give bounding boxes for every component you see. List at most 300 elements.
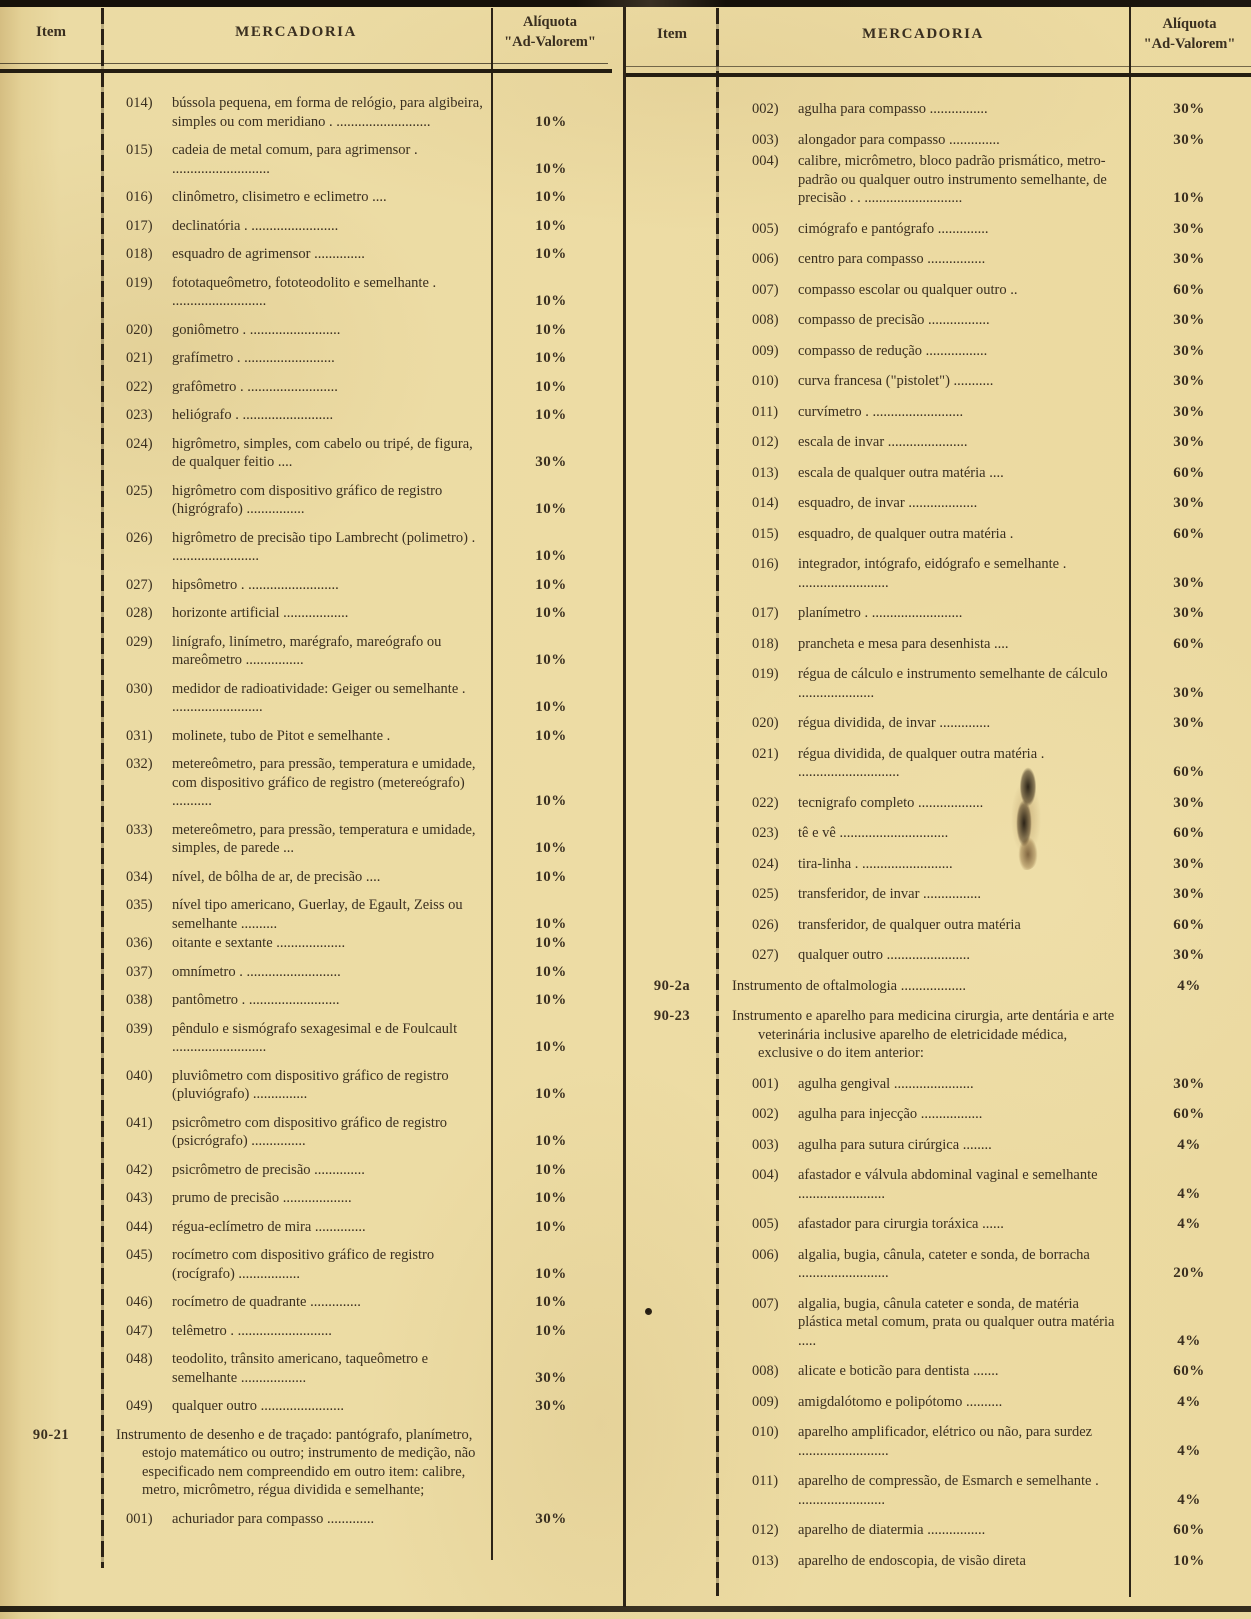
mercadoria-cell xyxy=(102,245,492,264)
aliquota-line1: Alíquota xyxy=(1162,16,1217,32)
rate-value: 10% xyxy=(535,963,567,980)
page-top-edge xyxy=(0,0,1251,7)
subitem-number: 024) xyxy=(126,435,153,452)
rate-value: 30% xyxy=(1173,342,1205,359)
right-header-rule xyxy=(626,73,1251,77)
mercadoria-cell xyxy=(718,494,1127,513)
subitem-number: 025) xyxy=(126,482,153,499)
table-row xyxy=(0,633,610,670)
subitem-number: 030) xyxy=(126,680,153,697)
mercadoria-text: tecnigrafo completo .................. xyxy=(798,794,984,811)
rate-value: 30% xyxy=(1173,1075,1205,1092)
rate-value: 60% xyxy=(1173,1106,1205,1122)
table-row xyxy=(0,406,610,425)
mercadoria-text: afastador e válvula abdominal vaginal e semelhante ........................ xyxy=(798,1167,1098,1202)
table-row xyxy=(0,963,610,982)
table-row xyxy=(626,855,1251,874)
table-row xyxy=(0,1397,610,1416)
table-row xyxy=(626,525,1251,544)
subitem-number: 045) xyxy=(126,1247,153,1263)
table-row xyxy=(0,868,610,887)
subitem-number: 010) xyxy=(752,1424,779,1440)
subitem-number: 037) xyxy=(126,963,153,980)
rate-value: 30% xyxy=(535,454,567,470)
mercadoria-cell xyxy=(102,868,492,887)
mercadoria-text: aparelho de compressão, de Esmarch e semelhante . ........................ xyxy=(798,1473,1099,1508)
rate-value: 10% xyxy=(535,576,567,593)
table-row xyxy=(626,494,1251,513)
mercadoria-cell xyxy=(718,1472,1127,1509)
rate-value: 60% xyxy=(1173,464,1205,481)
rate-value: 10% xyxy=(535,217,567,234)
mercadoria-cell xyxy=(102,321,492,340)
rate-value: 60% xyxy=(1173,1522,1205,1538)
rate-value: 30% xyxy=(1173,855,1205,872)
mercadoria-text: grafômetro . ......................... xyxy=(172,378,338,395)
mercadoria-text: pluviômetro com dispositivo gráfico de registro (pluviógrafo) ............... xyxy=(172,1067,449,1102)
table-row xyxy=(626,946,1251,965)
subitem-number: 023) xyxy=(126,407,153,423)
mercadoria-cell xyxy=(102,1161,492,1180)
mercadoria-cell xyxy=(718,342,1127,361)
mercadoria-text: transferidor, de invar ................ xyxy=(798,886,982,902)
subitem-number: 005) xyxy=(752,1216,779,1232)
subitem-number: 047) xyxy=(126,1322,153,1339)
table-row xyxy=(0,141,610,178)
mercadoria-cell xyxy=(718,311,1127,330)
mercadoria-text: alicate e boticão para dentista ....... xyxy=(798,1363,999,1379)
mercadoria-text: algalia, bugia, cânula, cateter e sonda, de borracha ......................... xyxy=(798,1246,1090,1281)
subitem-number: 029) xyxy=(126,633,153,650)
mercadoria-cell xyxy=(102,406,492,425)
rate-value: 30% xyxy=(1173,373,1205,389)
subitem-number: 046) xyxy=(126,1294,153,1310)
table-row xyxy=(0,1350,610,1387)
mercadoria-text: algalia, bugia, cânula cateter e sonda, de matéria plástica metal comum, prata ou qualquer outra matéria ..... xyxy=(798,1295,1115,1349)
rate-value: 10% xyxy=(535,793,567,809)
mercadoria-text: centro para compasso ................ xyxy=(798,251,986,267)
mercadoria-cell xyxy=(718,281,1127,300)
table-row xyxy=(0,1293,610,1312)
mercadoria-text: bússola pequena, em forma de relógio, para algibeira, simples ou com meridiano . .......................... xyxy=(172,95,483,130)
table-row xyxy=(626,311,1251,330)
mercadoria-text: heliógrafo . ......................... xyxy=(172,407,334,423)
mercadoria-text: qualquer outro ....................... xyxy=(172,1398,344,1414)
subitem-number: 002) xyxy=(752,101,779,117)
ink-stain-artifact xyxy=(1006,766,1046,870)
left-table-header xyxy=(0,12,610,52)
mercadoria-text: Instrumento de desenho e de traçado: pantógrafo, planímetro, estojo matemático ou outro; instrumento de medição, não especificado nem compreendido em outro item: calibre, metro, micrômetro, régua dividida e semelhante; xyxy=(116,1426,476,1498)
mercadoria-text: medidor de radioatividade: Geiger ou semelhante . ......................... xyxy=(172,680,466,715)
mercadoria-text: integrador, intógrafo, eidógrafo e semelhante . ......................... xyxy=(798,556,1067,591)
mercadoria-cell xyxy=(718,250,1127,269)
mercadoria-text: agulha para sutura cirúrgica ........ xyxy=(798,1136,992,1153)
rate-value: 60% xyxy=(1173,764,1205,780)
subitem-number: 036) xyxy=(126,935,153,951)
aliquota-line1: Alíquota xyxy=(523,14,577,30)
mercadoria-text: higrômetro com dispositivo gráfico de registro (higrógrafo) ................ xyxy=(172,482,443,517)
rate-value: 30% xyxy=(535,1510,567,1527)
table-row xyxy=(626,635,1251,654)
rate-value: 10% xyxy=(535,1086,567,1102)
subitem-number: 022) xyxy=(752,794,779,811)
mercadoria-cell xyxy=(102,576,492,595)
mercadoria-text: nível tipo americano, Guerlay, de Egault, Zeiss ou semelhante .......... xyxy=(172,897,463,932)
rate-value: 10% xyxy=(535,840,567,856)
subitem-number: 039) xyxy=(126,1020,153,1037)
rate-value: 20% xyxy=(1173,1265,1205,1281)
mercadoria-cell xyxy=(102,217,492,236)
mercadoria-text: agulha para compasso ................ xyxy=(798,101,988,117)
subitem-number: 001) xyxy=(126,1510,153,1527)
mercadoria-cell xyxy=(718,855,1127,874)
right-table-header xyxy=(626,14,1251,54)
mercadoria-text: prumo de precisão ................... xyxy=(172,1190,352,1206)
mercadoria-text: agulha para injecção ................. xyxy=(798,1106,983,1122)
subitem-number: 044) xyxy=(126,1218,153,1235)
table-row xyxy=(626,665,1251,702)
rate-value: 4% xyxy=(1177,1491,1201,1508)
mercadoria-cell xyxy=(102,896,492,933)
subitem-number: 017) xyxy=(126,217,153,234)
table-row xyxy=(0,321,610,340)
mercadoria-text: metereômetro, para pressão, temperatura e umidade, simples, de parede ... xyxy=(172,821,476,856)
mercadoria-cell xyxy=(718,604,1127,623)
table-row xyxy=(0,245,610,264)
mercadoria-cell xyxy=(718,464,1127,483)
rate-value: 30% xyxy=(1173,131,1205,148)
mercadoria-cell xyxy=(718,824,1127,843)
table-row xyxy=(626,1393,1251,1412)
mercadoria-text: higrômetro de precisão tipo Lambrecht (polimetro) . ........................ xyxy=(172,529,476,564)
subitem-number: 019) xyxy=(752,666,779,682)
mercadoria-text: régua de cálculo e instrumento semelhante de cálculo ..................... xyxy=(798,666,1108,701)
rate-value: 60% xyxy=(1173,635,1205,652)
mercadoria-text: pêndulo e sismógrafo sexagesimal e de Foulcault .......................... xyxy=(172,1020,458,1055)
rate-value: 4% xyxy=(1177,1393,1201,1410)
mercadoria-text: escala de invar ...................... xyxy=(798,434,968,450)
table-row xyxy=(0,991,610,1010)
subitem-number: 012) xyxy=(752,434,779,450)
table-row xyxy=(0,1067,610,1104)
table-row xyxy=(626,824,1251,843)
subitem-number: 027) xyxy=(126,576,153,593)
rate-value: 10% xyxy=(535,293,567,309)
table-row xyxy=(0,934,610,953)
right-table-body xyxy=(626,100,1251,1582)
table-row xyxy=(626,342,1251,361)
subitem-number: 007) xyxy=(752,1295,779,1312)
column-header-item: Item xyxy=(36,23,66,40)
mercadoria-cell xyxy=(718,1246,1127,1283)
mercadoria-text: rocímetro com dispositivo gráfico de registro (rocígrafo) ................. xyxy=(172,1247,435,1282)
mercadoria-text: pantômetro . ......................... xyxy=(172,992,340,1008)
mercadoria-text: goniômetro . ......................... xyxy=(172,321,341,338)
table-row xyxy=(0,378,610,397)
mercadoria-cell xyxy=(102,1322,492,1341)
table-row xyxy=(0,755,610,811)
rate-value: 10% xyxy=(535,407,567,423)
mercadoria-cell xyxy=(718,1136,1127,1155)
item-code: 90-23 xyxy=(653,1008,691,1024)
rate-value: 10% xyxy=(535,1133,567,1149)
mercadoria-cell xyxy=(102,378,492,397)
rate-value: 30% xyxy=(1173,101,1205,117)
mercadoria-text: compasso de redução ................. xyxy=(798,342,988,359)
mercadoria-cell xyxy=(718,131,1127,150)
mercadoria-text: higrômetro, simples, com cabelo ou tripé, de figura, de qualquer feitio .... xyxy=(172,435,473,470)
mercadoria-cell xyxy=(718,885,1127,904)
rate-value: 30% xyxy=(1173,403,1205,420)
subitem-number: 033) xyxy=(126,821,153,838)
subitem-number: 038) xyxy=(126,992,153,1008)
mercadoria-cell xyxy=(718,555,1127,592)
table-row xyxy=(626,152,1251,208)
table-row xyxy=(0,1020,610,1057)
rate-value: 10% xyxy=(535,378,567,395)
mercadoria-text: esquadro, de invar ................... xyxy=(798,495,978,511)
mercadoria-text: metereômetro, para pressão, temperatura e umidade, com dispositivo gráfico de registro (metereógrafo) ........... xyxy=(172,756,476,809)
mercadoria-text: amigdalótomo e polipótomo .......... xyxy=(798,1393,1003,1410)
rate-value: 10% xyxy=(535,1190,567,1206)
mercadoria-text: régua dividida, de qualquer outra matéria . ............................ xyxy=(798,745,1045,780)
rate-value: 10% xyxy=(535,1161,567,1178)
mercadoria-cell xyxy=(102,963,492,982)
mercadoria-text: compasso escolar ou qualquer outro .. xyxy=(798,281,1018,298)
mercadoria-cell xyxy=(718,525,1127,544)
table-row xyxy=(626,745,1251,782)
table-row xyxy=(626,1136,1251,1155)
rate-value: 10% xyxy=(1173,1552,1205,1569)
mercadoria-text: aparelho de endoscopia, de visão direta xyxy=(798,1552,1026,1569)
subitem-number: 002) xyxy=(752,1106,779,1122)
table-row xyxy=(626,1521,1251,1540)
subitem-number: 009) xyxy=(752,1393,779,1410)
mercadoria-text: esquadro, de qualquer outra matéria . xyxy=(798,525,1014,542)
subitem-number: 001) xyxy=(752,1075,779,1092)
table-row xyxy=(0,1161,610,1180)
mercadoria-cell xyxy=(718,635,1127,654)
column-header-item: Item xyxy=(657,25,687,42)
mercadoria-text: fototaqueômetro, fototeodolito e semelhante . .......................... xyxy=(172,274,437,309)
mercadoria-text: omnímetro . .......................... xyxy=(172,963,341,980)
mercadoria-cell xyxy=(102,1350,492,1387)
table-row xyxy=(626,1472,1251,1509)
subitem-number: 049) xyxy=(126,1398,153,1414)
subitem-number: 032) xyxy=(126,756,153,772)
rate-value: 10% xyxy=(535,868,567,885)
mercadoria-cell xyxy=(102,1114,492,1151)
subitem-number: 013) xyxy=(752,1552,779,1569)
table-row xyxy=(626,1362,1251,1381)
table-row xyxy=(0,1510,610,1529)
mercadoria-cell xyxy=(102,1426,492,1500)
mercadoria-cell xyxy=(718,745,1127,782)
column-header-mercadoria: MERCADORIA xyxy=(862,25,984,42)
rate-value: 4% xyxy=(1177,1136,1201,1153)
subitem-number: 021) xyxy=(126,350,153,366)
subitem-number: 011) xyxy=(752,403,779,420)
mercadoria-cell xyxy=(718,977,1127,996)
rate-value: 30% xyxy=(1173,220,1205,237)
mercadoria-cell xyxy=(102,680,492,717)
rate-value: 4% xyxy=(1177,1332,1201,1349)
mercadoria-cell xyxy=(718,1075,1127,1094)
mercadoria-cell xyxy=(102,188,492,207)
mercadoria-text: régua dividida, de invar .............. xyxy=(798,715,991,731)
mercadoria-cell xyxy=(718,433,1127,452)
mercadoria-text: cimógrafo e pantógrafo .............. xyxy=(798,220,989,237)
mercadoria-cell xyxy=(102,1293,492,1312)
table-row xyxy=(626,100,1251,119)
rate-value: 10% xyxy=(535,1294,567,1310)
mercadoria-text: clinômetro, clisimetro e eclimetro .... xyxy=(172,189,387,205)
subitem-number: 043) xyxy=(126,1190,153,1206)
mercadoria-cell xyxy=(102,991,492,1010)
table-row xyxy=(626,250,1251,269)
mercadoria-cell xyxy=(102,934,492,953)
mercadoria-cell xyxy=(718,714,1127,733)
table-row xyxy=(0,1246,610,1283)
subitem-number: 016) xyxy=(126,189,153,205)
subitem-number: 015) xyxy=(752,525,779,542)
rate-value: 10% xyxy=(535,992,567,1008)
subitem-number: 008) xyxy=(752,1363,779,1379)
mercadoria-text: rocímetro de quadrante .............. xyxy=(172,1294,361,1310)
rate-value: 60% xyxy=(1173,825,1205,841)
table-row xyxy=(626,403,1251,422)
mercadoria-cell xyxy=(718,946,1127,965)
mercadoria-cell xyxy=(102,1397,492,1416)
mercadoria-text: declinatória . ........................ xyxy=(172,217,339,234)
aliquota-line2: "Ad-Valorem" xyxy=(1143,36,1236,52)
mercadoria-cell xyxy=(102,727,492,746)
mercadoria-cell xyxy=(102,1020,492,1057)
mercadoria-cell xyxy=(718,1215,1127,1234)
mercadoria-cell xyxy=(102,1510,492,1529)
mercadoria-cell xyxy=(102,349,492,368)
rate-value: 30% xyxy=(1173,794,1205,811)
subitem-number: 031) xyxy=(126,727,153,744)
rate-value: 60% xyxy=(1173,525,1205,542)
table-row xyxy=(626,1007,1251,1063)
subitem-number: 006) xyxy=(752,251,779,267)
mercadoria-text: psicrômetro com dispositivo gráfico de registro (psicrógrafo) ............... xyxy=(172,1114,448,1149)
table-row xyxy=(626,885,1251,904)
subitem-number: 014) xyxy=(752,495,779,511)
mercadoria-text: grafímetro . ......................... xyxy=(172,350,335,366)
left-header-rule xyxy=(0,69,612,73)
mercadoria-text: aparelho de diatermia ................ xyxy=(798,1522,986,1538)
table-row xyxy=(0,1322,610,1341)
table-row xyxy=(626,1075,1251,1094)
item-code: 90-2a xyxy=(653,977,691,994)
rate-value: 10% xyxy=(535,113,567,130)
subitem-number: 005) xyxy=(752,220,779,237)
rate-value: 10% xyxy=(535,1265,567,1282)
rate-value: 30% xyxy=(1173,251,1205,267)
table-row xyxy=(626,1295,1251,1351)
mercadoria-text: tira-linha . ......................... xyxy=(798,855,953,872)
rate-value: 30% xyxy=(1173,605,1205,621)
subitem-number: 003) xyxy=(752,1136,779,1153)
mercadoria-cell xyxy=(718,1423,1127,1460)
mercadoria-cell xyxy=(102,482,492,519)
rate-value: 10% xyxy=(535,699,567,715)
mercadoria-text: régua-eclímetro de mira .............. xyxy=(172,1218,366,1235)
table-row xyxy=(626,1552,1251,1571)
table-row xyxy=(626,1246,1251,1283)
table-row xyxy=(626,433,1251,452)
mercadoria-cell xyxy=(102,94,492,131)
mercadoria-cell xyxy=(102,633,492,670)
table-row xyxy=(0,349,610,368)
rate-value: 30% xyxy=(1173,312,1205,328)
rate-value: 30% xyxy=(1173,495,1205,511)
subitem-number: 024) xyxy=(752,855,779,872)
left-header-rule-thin xyxy=(0,63,608,64)
mercadoria-text: psicrômetro de precisão .............. xyxy=(172,1161,365,1178)
rate-value: 10% xyxy=(535,1218,567,1235)
table-row xyxy=(626,555,1251,592)
table-row xyxy=(0,1218,610,1237)
mercadoria-text: curvímetro . ......................... xyxy=(798,403,964,420)
mercadoria-text: linígrafo, linímetro, marégrafo, mareógrafo ou mareômetro ................ xyxy=(172,633,442,668)
rate-value: 10% xyxy=(535,652,567,668)
rate-value: 4% xyxy=(1177,1216,1201,1232)
subitem-number: 027) xyxy=(752,947,779,963)
subitem-number: 011) xyxy=(752,1473,779,1489)
table-row xyxy=(626,372,1251,391)
table-row xyxy=(0,896,610,933)
mercadoria-text: esquadro de agrimensor .............. xyxy=(172,246,365,262)
column-header-aliquota xyxy=(1128,14,1251,54)
table-row xyxy=(0,821,610,858)
subitem-number: 034) xyxy=(126,868,153,885)
subitem-number: 019) xyxy=(126,274,153,291)
mercadoria-cell xyxy=(718,372,1127,391)
mercadoria-cell xyxy=(718,1166,1127,1203)
mercadoria-cell xyxy=(718,403,1127,422)
subitem-number: 003) xyxy=(752,131,779,148)
subitem-number: 014) xyxy=(126,95,153,111)
mercadoria-text: qualquer outro ....................... xyxy=(798,947,970,963)
mercadoria-cell xyxy=(102,1189,492,1208)
mercadoria-cell xyxy=(718,1105,1127,1124)
rate-value: 60% xyxy=(1173,1363,1205,1379)
subitem-number: 012) xyxy=(752,1522,779,1538)
mercadoria-cell xyxy=(102,1218,492,1237)
mercadoria-cell xyxy=(718,152,1127,208)
subitem-number: 020) xyxy=(752,715,779,731)
mercadoria-cell xyxy=(718,1295,1127,1351)
rate-value: 10% xyxy=(535,246,567,262)
table-row xyxy=(626,714,1251,733)
mercadoria-cell xyxy=(718,1362,1127,1381)
mercadoria-cell xyxy=(718,1521,1127,1540)
mercadoria-text: escala de qualquer outra matéria .... xyxy=(798,464,1004,481)
subitem-number: 018) xyxy=(126,246,153,262)
mercadoria-cell xyxy=(718,794,1127,813)
rate-value: 10% xyxy=(535,1039,567,1055)
mercadoria-cell xyxy=(102,274,492,311)
mercadoria-cell xyxy=(102,821,492,858)
subitem-number: 010) xyxy=(752,373,779,389)
mercadoria-cell xyxy=(102,1246,492,1283)
mercadoria-text: Instrumento e aparelho para medicina cirurgia, arte dentária e arte veterinária inclusive aparelho de eletricidade médica, exclusive o do item anterior: xyxy=(732,1008,1115,1061)
left-table-body xyxy=(0,94,610,1538)
mercadoria-text: curva francesa ("pistolet") ........... xyxy=(798,373,994,389)
